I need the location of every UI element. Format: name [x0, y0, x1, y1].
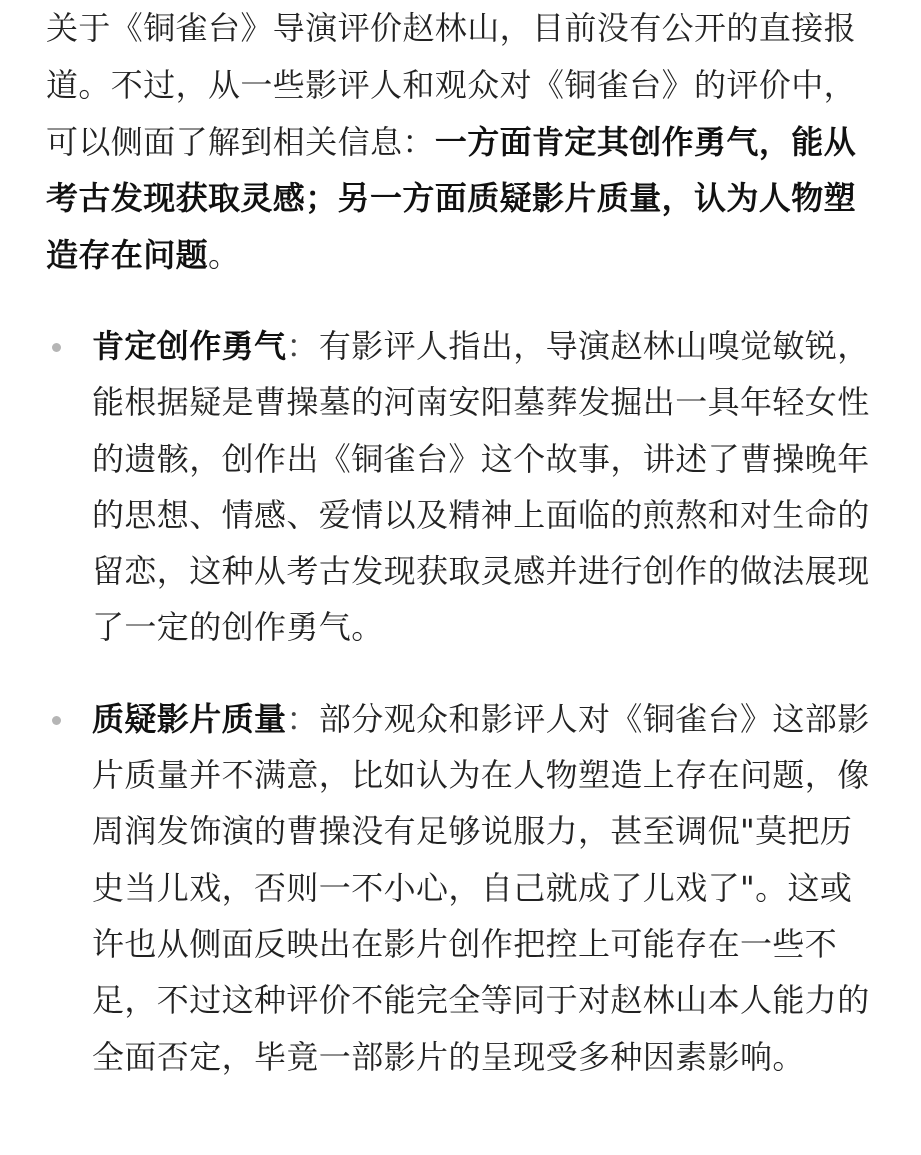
- bullet-dot-icon: [52, 716, 61, 725]
- bullet-heading: 质疑影片质量: [92, 699, 287, 738]
- article-content: [46, 0, 882, 1085]
- intro-end-punctuation: 。: [208, 236, 241, 275]
- bullet-heading: 肯定创作勇气: [92, 326, 287, 365]
- list-item: [46, 318, 882, 656]
- bullet-separator: ：: [286, 326, 319, 365]
- bullet-separator: ：: [286, 699, 319, 738]
- intro-paragraph: [46, 0, 882, 284]
- bullet-body: 部分观众和影评人对《铜雀台》这部影片质量并不满意，比如认为在人物塑造上存在问题，像周润发饰演的曹操没有足够说服力，甚至调侃"莫把历史当儿戏，否则一不小心，自己就成了儿戏了"。这或许也从侧面反映出在影片创作把控上可能存在一些不足，不过这种评价不能完全等同于对赵林山本人能力的全面否定，毕竟一部影片的呈现受多种因素影响。: [92, 699, 870, 1076]
- bullet-body: 有影评人指出，导演赵林山嗅觉敏锐，能根据疑是曹操墓的河南安阳墓葬发掘出一具年轻女性的遗骸，创作出《铜雀台》这个故事，讲述了曹操晚年的思想、情感、爱情以及精神上面临的煎熬和对生命的留恋，这种从考古发现获取灵感并进行创作的做法展现了一定的创作勇气。: [92, 326, 870, 647]
- bullet-list: [46, 318, 882, 1085]
- intro-text: 关于《铜雀台》导演评价赵林山，目前没有公开的直接报道。不过，从一些影评人和观众对《铜雀台》的评价中，可以侧面了解到相关信息：: [46, 9, 857, 161]
- intro-bold-summary: 一方面肯定其创作勇气，能从考古发现获取灵感；另一方面质疑影片质量，认为人物塑造存在问题: [46, 122, 857, 275]
- list-item: [46, 691, 882, 1085]
- bullet-dot-icon: [52, 343, 61, 352]
